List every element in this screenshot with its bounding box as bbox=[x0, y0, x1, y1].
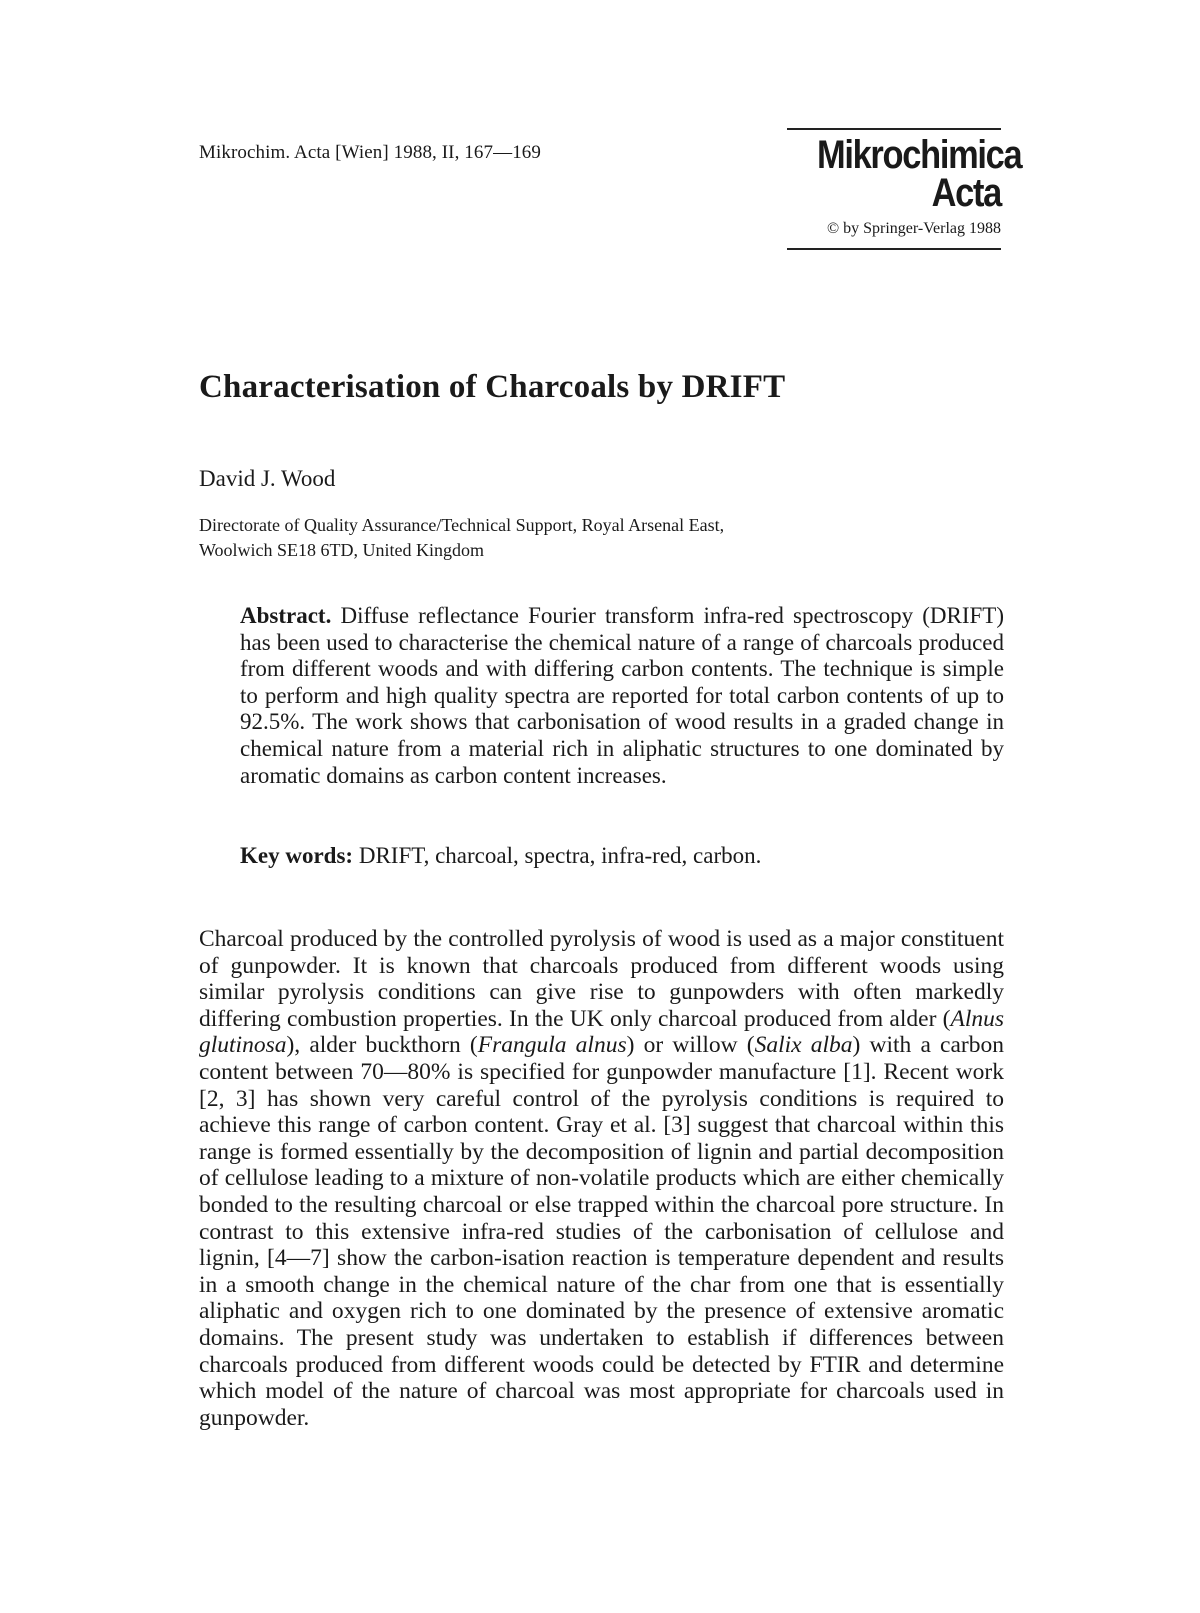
species-name-willow: Salix alba bbox=[754, 1032, 853, 1059]
article-title: Characterisation of Charcoals by DRIFT bbox=[199, 369, 786, 405]
body-text-part4: ) with a carbon content between 70—80% is specified for gunpowder manufacture [1]. Recent work [2, 3] has shown very careful control of the pyrolysis conditions is required to achieve this range of carbon content. Gray et al. [3] suggest that charcoal within this range is formed essentially by the decomposition of lignin and partial decomposition of cellulose leading to a mixture of non-volatile products which are either chemically bonded to the resulting charcoal or else trapped within the charcoal pore structure. In contrast to this extensive infra-red studies of the carbonisation of cellulose and lignin, [4—7] show the carbon-isation reaction is temperature dependent and results in a smooth change in the chemical nature of the char from one that is essentially aliphatic and oxygen rich to one dominated by the presence of extensive aromatic domains. The present study was undertaken to establish if differences between charcoals produced from different woods could be detected by FTIR and determine which model of the nature of charcoal was most appropriate for charcoals used in gunpowder. bbox=[199, 1032, 1004, 1431]
keywords bbox=[240, 843, 761, 869]
journal-masthead bbox=[787, 128, 1022, 250]
journal-logo-line1: Mikrochimica bbox=[816, 133, 1022, 177]
journal-citation: Mikrochim. Acta [Wien] 1988, II, 167—169 bbox=[199, 142, 542, 163]
author-name: David J. Wood bbox=[199, 466, 336, 491]
abstract-label: Abstract. bbox=[240, 603, 332, 628]
affiliation-line2: Woolwich SE18 6TD, United Kingdom bbox=[199, 540, 485, 560]
abstract bbox=[240, 603, 1004, 789]
body-text-part1: Charcoal produced by the controlled pyrolysis of wood is used as a major constituent of gunpowder. It is known that charcoals produced from different woods using similar pyrolysis conditions can give rise to gunpowders with often markedly differing combustion properties. In the UK only charcoal produced from alder ( bbox=[199, 926, 1004, 1032]
body-paragraph bbox=[199, 926, 1004, 1431]
abstract-text: Diffuse reflectance Fourier transform infra-red spectroscopy (DRIFT) has been used to characterise the chemical nature of a range of charcoals produced from different woods and with differing carbon contents. The technique is simple to perform and high quality spectra are reported for total carbon contents of up to 92.5%. The work shows that carbonisation of wood results in a graded change in chemical nature from a material rich in aliphatic structures to one dominated by aromatic domains as carbon content increases. bbox=[240, 603, 1005, 788]
copyright-notice: © by Springer-Verlag 1988 bbox=[826, 220, 1001, 237]
body-text-part2: ), alder buckthorn ( bbox=[286, 1032, 478, 1059]
masthead-top-rule bbox=[787, 128, 1001, 130]
species-name-buckthorn: Frangula alnus bbox=[477, 1032, 627, 1059]
keywords-label: Key words: bbox=[240, 843, 354, 868]
keywords-text: DRIFT, charcoal, spectra, infra-red, carbon. bbox=[358, 843, 762, 868]
masthead-bottom-rule bbox=[787, 248, 1001, 250]
body-text-part3: ) or willow ( bbox=[626, 1032, 755, 1059]
journal-logo-line2: Acta bbox=[931, 171, 1001, 215]
affiliation-line1: Directorate of Quality Assurance/Technical Support, Royal Arsenal East, bbox=[199, 515, 725, 535]
author-affiliation bbox=[199, 513, 724, 563]
species-name-alder: Alnus glutinosa bbox=[199, 1005, 1004, 1059]
